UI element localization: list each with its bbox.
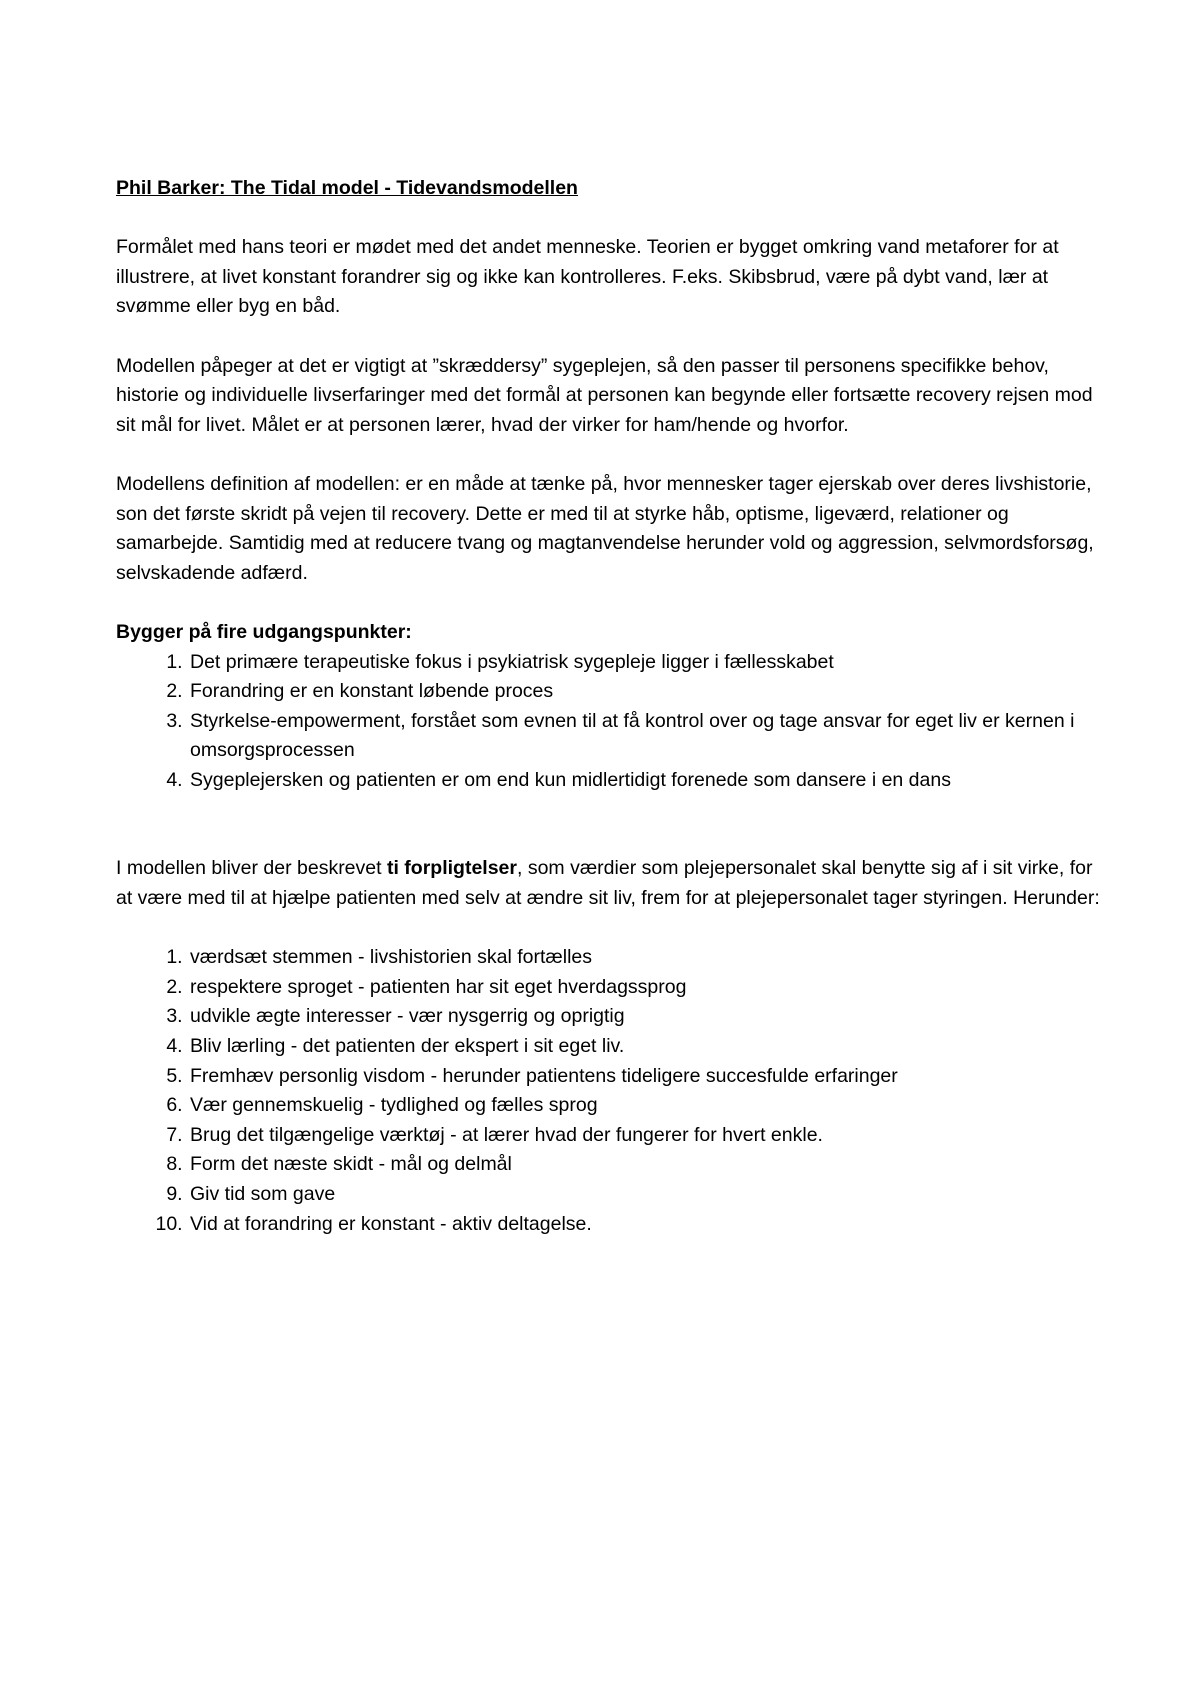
list-item: 7. Brug det tilgængelige værktøj - at lærer hvad der fungerer for hvert enkle. (188, 1121, 1106, 1151)
paragraph-purpose: Formålet med hans teori er mødet med det andet menneske. Teorien er bygget omkring vand metaforer for at illustrere, at livet konstant forandrer sig og ikke kan kontrolleres. F.eks. Skibsbrud, være på dybt vand, lær at svømme eller byg en båd. (116, 236, 1059, 318)
list-item: 6. Vær gennemskuelig - tydlighed og fælles sprog (188, 1091, 1106, 1121)
paragraph-definition: Modellens definition af modellen: er en måde at tænke på, hvor mennesker tager ejerskab over deres livshistorie, son det første skridt på vejen til recovery. Dette er med til at styrke håb, optisme, ligeværd, relationer og samarbejde. Samtidig med at reducere tvang og magtanvendelse herunder vold og aggression, selvmordsforsøg, selvskadende adfærd. (116, 472, 1094, 584)
list-item: 2. respektere sproget - patienten har sit eget hverdagssprog (188, 973, 1106, 1003)
list-item: 8. Form det næste skidt - mål og delmål (188, 1150, 1106, 1180)
paragraph-commitments-after: , som værdier som plejepersonalet skal benytte sig af i sit virke, for at være med til at hjælpe patienten med selv at ændre sit liv, frem for at plejepersonalet tager styringen. Herunder: (116, 857, 1100, 910)
list-item: 2. Forandring er en konstant løbende proces (188, 677, 1106, 707)
list-item: 10. Vid at forandring er konstant - aktiv deltagelse. (188, 1210, 1106, 1240)
list-item: 5. Fremhæv personlig visdom - herunder patientens tideligere succesfulde erfaringer (188, 1062, 1106, 1092)
paragraph-commitments-before: I modellen bliver der beskrevet (116, 857, 387, 880)
document-body (116, 174, 1106, 1239)
section-heading-starting-points: Bygger på fire udgangspunkter: (116, 620, 412, 643)
list-item: 4. Bliv lærling - det patienten der ekspert i sit eget liv. (188, 1032, 1106, 1062)
paragraph-commitments-bold: ti forpligtelser (386, 857, 517, 880)
document-title: Phil Barker: The Tidal model - Tidevandsmodellen (116, 177, 578, 199)
paragraph-commitments (116, 854, 1106, 913)
list-item: 3. udvikle ægte interesser - vær nysgerrig og oprigtig (188, 1002, 1106, 1032)
commitments-list (116, 943, 1106, 1239)
list-item: 1. værdsæt stemmen - livshistorien skal fortælles (188, 943, 1106, 973)
list-item: 9. Giv tid som gave (188, 1180, 1106, 1210)
starting-points-list (116, 648, 1106, 796)
paragraph-tailoring: Modellen påpeger at det er vigtigt at ”skræddersy” sygeplejen, så den passer til personens specifikke behov, historie og individuelle livserfaringer med det formål at personen kan begynde eller fortsætte recovery rejsen mod sit mål for livet. Målet er at personen lærer, hvad der virker for ham/hende og hvorfor. (116, 354, 1093, 436)
list-item: 1. Det primære terapeutiske fokus i psykiatrisk sygepleje ligger i fællesskabet (188, 648, 1106, 678)
list-item: 3. Styrkelse-empowerment, forstået som evnen til at få kontrol over og tage ansvar for eget liv er kernen i omsorgsprocessen (188, 707, 1106, 766)
list-item: 4. Sygeplejersken og patienten er om end kun midlertidigt forenede som dansere i en dans (188, 766, 1106, 796)
